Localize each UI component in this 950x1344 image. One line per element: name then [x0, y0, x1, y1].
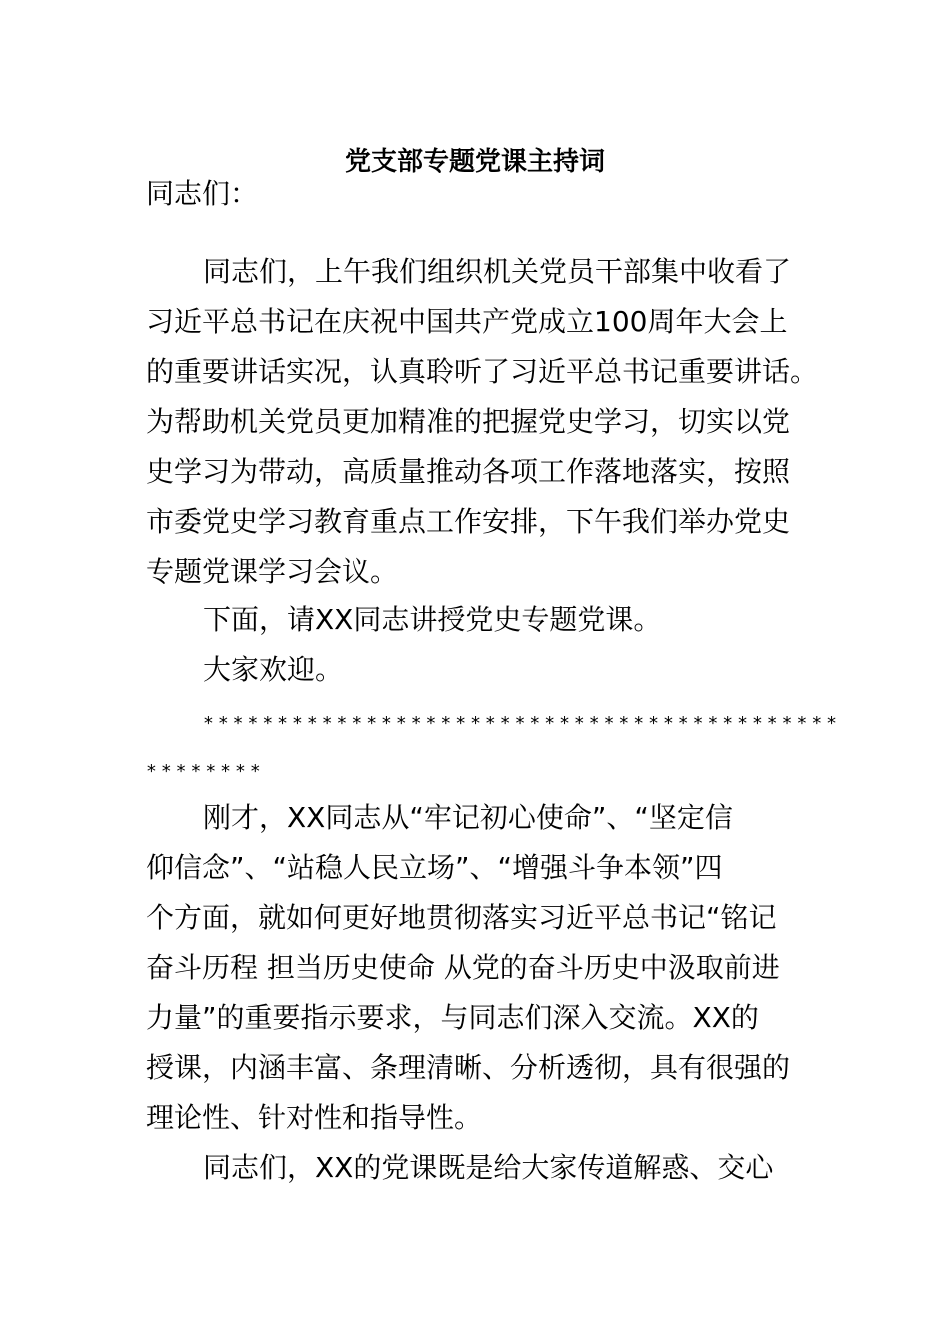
- separator-stars: ********: [146, 761, 265, 782]
- paragraph-line: 为帮助机关党员更加精准的把握党史学习，切实以党: [146, 405, 791, 438]
- paragraph-line: 习近平总书记在庆祝中国共产党成立100周年大会上: [146, 305, 788, 338]
- paragraph-line: 力量”的重要指示要求，与同志们深入交流。XX的: [146, 1001, 759, 1034]
- paragraph-line: 同志们，XX的党课既是给大家传道解惑、交心: [203, 1151, 774, 1184]
- document-title: 党支部专题党课主持词: [344, 147, 605, 177]
- paragraph-line: 个方面，就如何更好地贯彻落实习近平总书记“铭记: [146, 901, 777, 934]
- paragraph-line: 大家欢迎。: [203, 653, 344, 686]
- salutation: 同志们：: [146, 177, 259, 210]
- paragraph-line: 下面，请XX同志讲授党史专题党课。: [203, 603, 662, 636]
- paragraph-line: 史学习为带动，高质量推动各项工作落地落实，按照: [146, 455, 791, 488]
- paragraph-line: 专题党课学习会议。: [146, 555, 399, 588]
- paragraph-line: 仰信念”、“站稳人民立场”、“增强斗争本领”四: [146, 851, 723, 884]
- paragraph-line: 刚才，XX同志从“牢记初心使命”、“坚定信: [203, 801, 733, 834]
- paragraph-line: 的重要讲话实况，认真聆听了习近平总书记重要讲话。: [146, 355, 819, 388]
- separator-stars: *******************************************: [203, 713, 841, 734]
- paragraph-line: 授课，内涵丰富、条理清晰、分析透彻，具有很强的: [146, 1051, 791, 1084]
- paragraph-line: 同志们，上午我们组织机关党员干部集中收看了: [203, 255, 792, 288]
- paragraph-line: 奋斗历程 担当历史使命 从党的奋斗历史中汲取前进: [146, 951, 780, 984]
- paragraph-line: 理论性、针对性和指导性。: [146, 1101, 483, 1134]
- paragraph-line: 市委党史学习教育重点工作安排，下午我们举办党史: [146, 505, 791, 538]
